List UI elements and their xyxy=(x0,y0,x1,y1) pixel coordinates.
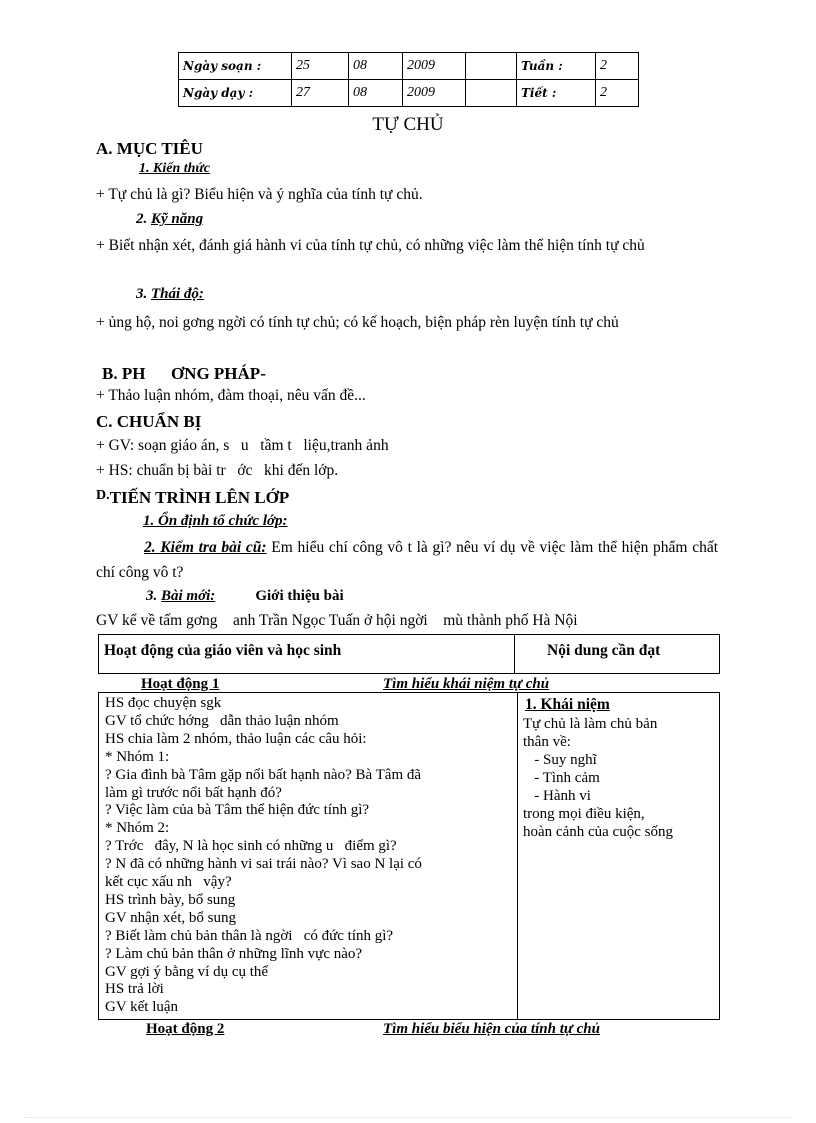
section-d-title: TIẾN TRÌNH LÊN LỚP xyxy=(109,488,290,507)
activity-line: làm gì trước nổi bất hạnh đó? xyxy=(105,784,282,801)
blank-cell xyxy=(466,53,517,80)
activity1-label: Hoạt động 1 xyxy=(141,676,220,692)
step2-paragraph xyxy=(96,535,718,585)
activity-line: HS chia làm 2 nhóm, thảo luận các câu hỏi: xyxy=(105,730,367,747)
period-label: Tiết : xyxy=(517,80,596,107)
attitude-number: 3. xyxy=(136,286,148,302)
week-label: Tuần : xyxy=(517,53,596,80)
content-line: hoàn cảnh của cuộc sống xyxy=(523,824,673,840)
intro-text: GV kể về tấm gơng anh Trần Ngọc Tuấn ở hội ngời mù thành phố Hà Nội xyxy=(96,612,578,629)
activity-line: GV kết luận xyxy=(105,999,179,1016)
skills-heading xyxy=(136,211,203,228)
section-d-prefix: D. xyxy=(96,488,110,503)
body-divider xyxy=(517,693,518,1019)
activity-line: * Nhóm 2: xyxy=(105,820,170,837)
teach-date-label: Ngày dạy : xyxy=(179,80,292,107)
activity-line: GV nhận xét, bổ sung xyxy=(105,909,236,926)
activity-line: GV gợi ý bằng ví dụ cụ thể xyxy=(105,963,269,980)
activity-line: * Nhóm 1: xyxy=(105,748,170,765)
prep-day: 25 xyxy=(292,53,349,80)
blank-cell xyxy=(466,80,517,107)
method-text: + Thảo luận nhóm, đàm thoại, nêu vấn đề... xyxy=(96,387,366,404)
step1-heading: 1. Ổn định tổ chức lớp: xyxy=(143,513,288,529)
activity-line: ? Gia đình bà Tâm gặp nổi bất hạnh nào? Bà Tâm đã xyxy=(105,766,422,783)
period-value: 2 xyxy=(596,80,639,107)
activity-line: ? N đã có những hành vi sai trái nào? Vì sao N lại có xyxy=(105,856,422,873)
activity-line: HS trình bày, bổ sung xyxy=(105,891,236,908)
activity-line: ? Làm chủ bản thân ở những lĩnh vực nào? xyxy=(105,945,363,962)
step2-label: 2. Kiểm tra bài cũ: xyxy=(144,539,267,556)
knowledge-heading: 1. Kiến thức xyxy=(139,161,211,176)
skills-label: Kỹ năng xyxy=(151,211,204,227)
teach-month: 08 xyxy=(349,80,403,107)
teach-day: 27 xyxy=(292,80,349,107)
activity-line: kết cục xấu nh vậy? xyxy=(105,874,232,890)
activity-line: ? Trớc đây, N là học sinh có những u điểm gì? xyxy=(105,838,397,855)
activity-line: HS đọc chuyện sgk xyxy=(105,695,222,711)
prep-year: 2009 xyxy=(403,53,466,80)
teacher-prep-text: + GV: soạn giáo án, s u tầm t liệu,tranh ảnh xyxy=(96,437,389,454)
activity-table-header xyxy=(98,634,720,674)
content-line: Tự chủ là làm chủ bản xyxy=(523,716,658,732)
activity-line: ? Việc làm của bà Tâm thể hiện đức tính gì? xyxy=(105,802,370,819)
skills-number: 2. xyxy=(136,211,148,227)
page-title: TỰ CHỦ xyxy=(372,114,444,135)
col2-header: Nội dung cần đạt xyxy=(547,642,661,659)
week-value: 2 xyxy=(596,53,639,80)
section-c-heading: C. CHUẨN BỊ xyxy=(96,412,202,431)
header-divider xyxy=(514,635,515,673)
activity2-label: Hoạt động 2 xyxy=(146,1021,225,1037)
activity-line: HS trả lời xyxy=(105,981,164,998)
concept-heading-text: 1. Khái niệm xyxy=(525,696,610,713)
content-line: - Suy nghĩ xyxy=(523,752,597,768)
prep-month: 08 xyxy=(349,53,403,80)
step3-number: 3. xyxy=(146,588,158,604)
content-line: - Hành vi xyxy=(523,788,591,804)
prep-date-row xyxy=(179,53,639,80)
step3-heading xyxy=(146,588,344,605)
content-line: - Tình cảm xyxy=(523,770,600,786)
attitude-heading xyxy=(136,286,204,303)
step3-title: Giới thiệu bài xyxy=(255,588,344,604)
section-a-heading: A. MỤC TIÊU xyxy=(96,139,203,158)
activity-table-body xyxy=(98,692,720,1020)
col1-header: Hoạt động của giáo viên và học sinh xyxy=(104,642,342,659)
activity2-title: Tìm hiểu biểu hiện của tính tự chủ xyxy=(383,1021,600,1037)
section-d-heading xyxy=(96,488,289,508)
step2-text: Em hiểu chí công vô t là gì? nêu ví dụ về việc làm thể hiện phẩm chất chí công vô t? xyxy=(96,539,719,581)
attitude-text: + ủng hộ, noi gơng ngời có tính tự chủ; có kế hoạch, biện pháp rèn luyện tính tự chủ xyxy=(96,314,619,331)
content-line: thân về: xyxy=(523,734,571,750)
step3-label: Bài mới: xyxy=(161,588,216,604)
skills-text: + Biết nhận xét, đánh giá hành vi của tính tự chủ, có những việc làm thể hiện tính tự chủ xyxy=(96,237,645,254)
content-line: trong mọi điều kiện, xyxy=(523,806,645,822)
prep-date-label: Ngày soạn : xyxy=(179,53,292,80)
page-bottom-edge xyxy=(24,1117,794,1118)
concept-heading xyxy=(525,696,610,714)
activity1-title: Tìm hiểu khái niệm tự chủ xyxy=(383,676,550,692)
lesson-info-table xyxy=(178,52,639,107)
teach-date-row xyxy=(179,80,639,107)
teach-year: 2009 xyxy=(403,80,466,107)
student-prep-text: + HS: chuẩn bị bài tr ớc khi đến lớp. xyxy=(96,462,339,479)
knowledge-text: + Tự chủ là gì? Biểu hiện và ý nghĩa của tính tự chủ. xyxy=(96,186,423,203)
section-b-heading: B. PH ƠNG PHÁP- xyxy=(102,364,266,383)
activity-line: ? Biết làm chủ bản thân là ngời có đức tính gì? xyxy=(105,927,394,944)
attitude-label: Thái độ: xyxy=(151,286,204,302)
activity-line: GV tổ chức hớng dẫn thảo luận nhóm xyxy=(105,712,339,729)
